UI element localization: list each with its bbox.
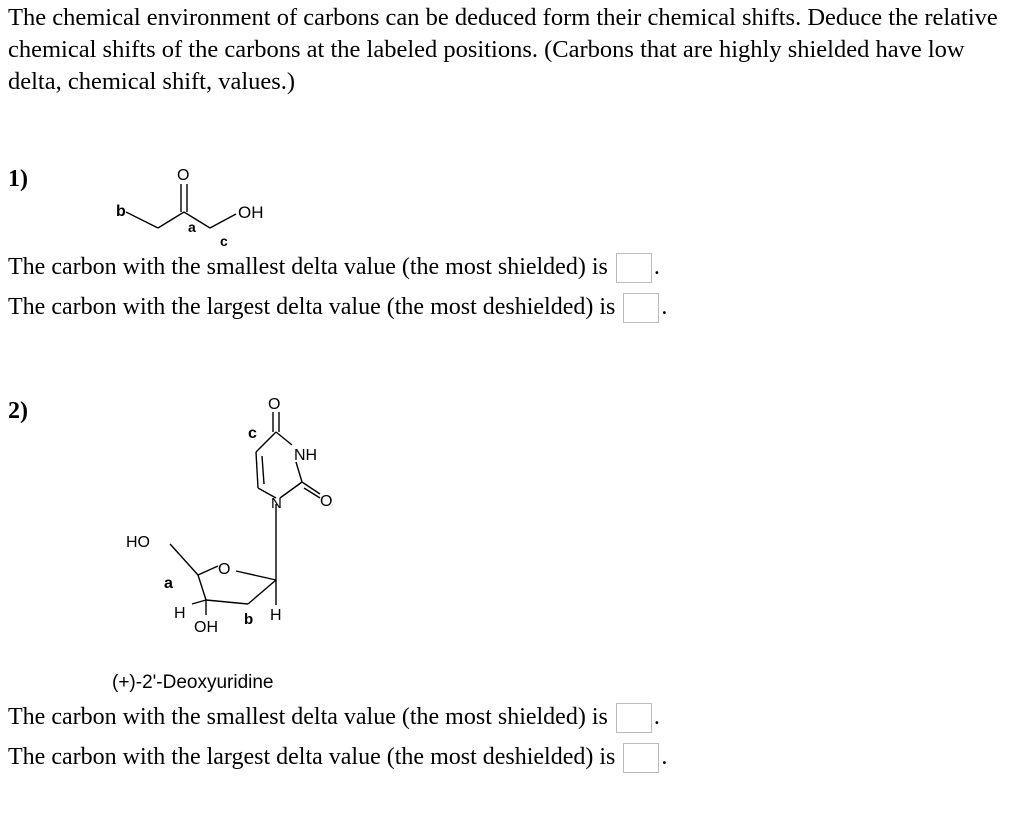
question-1-structure <box>100 160 300 250</box>
question-1-number: 1) <box>8 166 28 192</box>
q1-largest-answer-box[interactable] <box>623 293 659 323</box>
label-b: b <box>244 611 254 628</box>
q1-largest-prompt: The carbon with the largest delta value (the most deshielded) is <box>8 294 616 320</box>
q1-largest-line: The carbon with the largest delta value (the most deshielded) is . <box>8 290 667 324</box>
molecule-caption: (+)-2'-Deoxyuridine <box>112 672 274 693</box>
q1-smallest-prompt: The carbon with the smallest delta value (the most shielded) is <box>8 254 608 280</box>
q1-smallest-line: The carbon with the smallest delta value (the most shielded) is . <box>8 250 660 284</box>
atom-carbonyl-o: O <box>177 167 190 184</box>
q2-largest-line: The carbon with the largest delta value (the most deshielded) is . <box>8 740 667 774</box>
label-b: b <box>116 203 126 220</box>
question-2-structure <box>110 390 370 640</box>
q2-smallest-prompt: The carbon with the smallest delta value (the most shielded) is <box>8 704 608 730</box>
question-2-number: 2) <box>8 398 28 424</box>
label-a: a <box>188 219 196 235</box>
label-c: c <box>220 233 228 249</box>
atom-ho: HO <box>126 534 150 551</box>
atom-h-left: H <box>174 605 186 622</box>
atom-o-right: O <box>320 493 333 510</box>
q2-smallest-line: The carbon with the smallest delta value (the most shielded) is . <box>8 700 660 734</box>
intro-paragraph: The chemical environment of carbons can be deduced form their chemical shifts. Deduce the relative chemical shifts of the carbons at the labeled positions. (Carbons that are highly shielded have low delta, chemical shift, values.) <box>8 4 998 95</box>
atom-nh: NH <box>294 447 318 464</box>
label-a: a <box>164 575 173 592</box>
q2-largest-prompt: The carbon with the largest delta value (the most deshielded) is <box>8 744 616 770</box>
atom-o-ring: O <box>218 561 231 578</box>
q2-largest-answer-box[interactable] <box>623 743 659 773</box>
atom-oh: OH <box>238 203 264 222</box>
atom-n: N <box>271 495 282 512</box>
q2-smallest-answer-box[interactable] <box>616 703 652 733</box>
atom-oh: OH <box>194 619 218 636</box>
atom-o-top: O <box>268 396 281 413</box>
atom-h-right: H <box>270 607 282 624</box>
label-c: c <box>248 425 257 442</box>
q1-smallest-answer-box[interactable] <box>616 253 652 283</box>
